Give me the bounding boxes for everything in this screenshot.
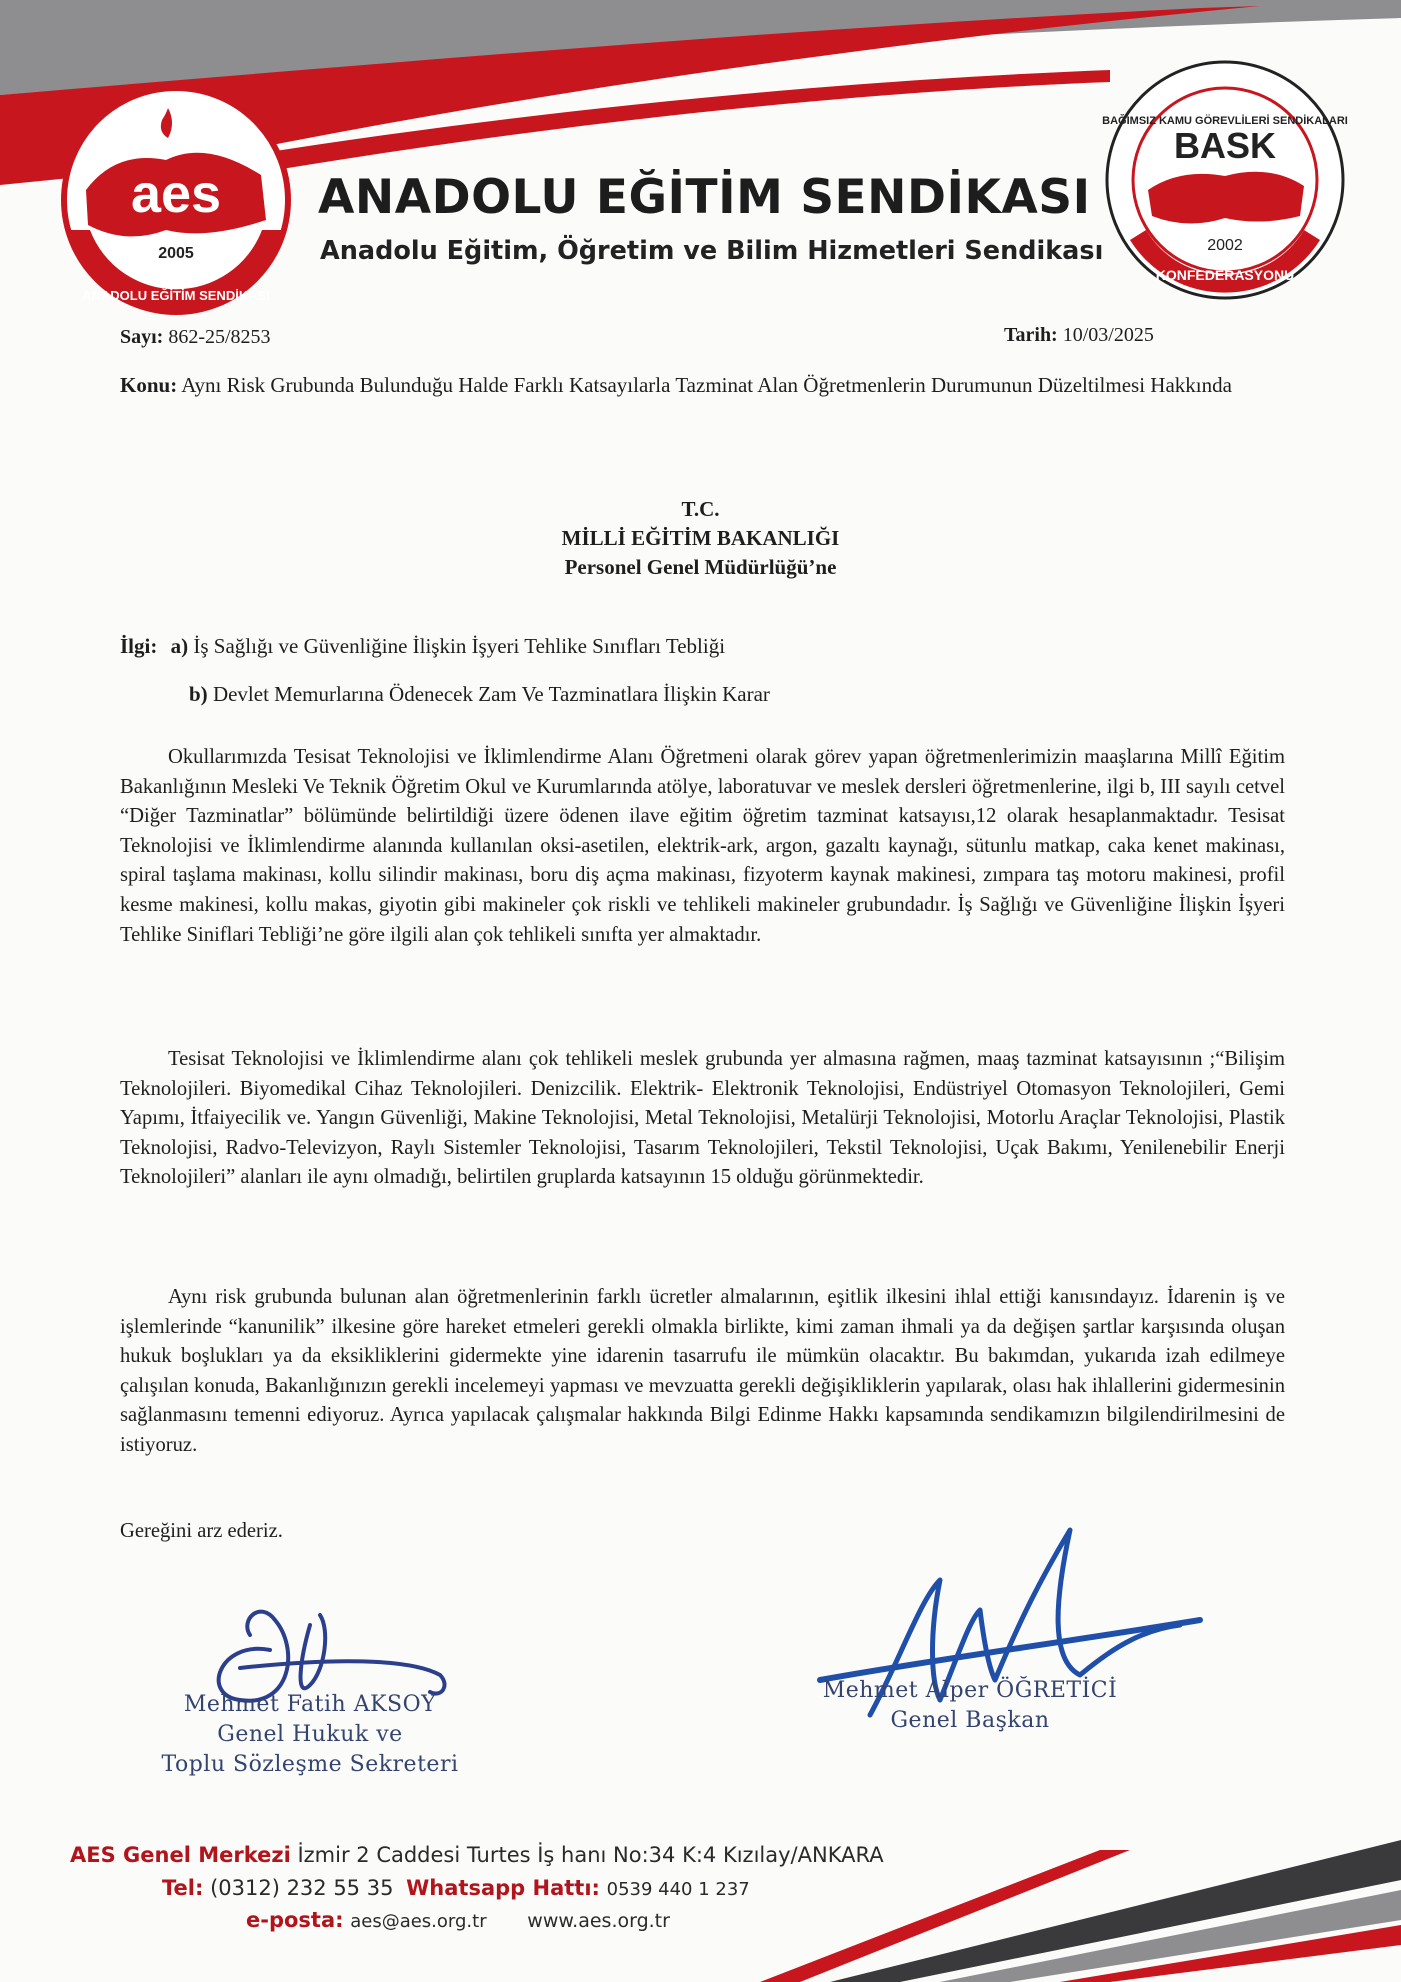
addressee-line2: MİLLİ EĞİTİM BAKANLIĞI <box>561 526 840 550</box>
footer-whatsapp-label: Whatsapp Hattı: <box>406 1876 600 1900</box>
bask-ring-bottom: KONFEDERASYONU <box>1155 267 1295 283</box>
ilgi-b-label: b) <box>189 682 208 706</box>
body-paragraph-3: Aynı risk grubunda bulunan alan öğretmenlerinin farklı ücretler almalarının, eşitlik ilkesini ihlal ettiği kanısındayız. İdarenin iş ve işlemlerinde “kanunilik” ilkesine göre hareket etmeleri gerekli olmakla birlikte, kimi zaman ihmali ya da değişen şartlar karşısında oluşan hukuk boşlukları ya da eksikliklerini gidermekte yine idarenin tasarrufu ile mümkün olacaktır. Bu bakımdan, yukarıda izah edilmeye çalışılan konuda, Bakanlığınızın gerekli incelemeyi yapması ve mevzuatta gerekli değişikliklerin yapılarak, olası hak ihlallerini gidermesinin sağlanmasını temenni ediyoruz. Ayrıca yapılacak çalışmalar hakkında Bilgi Edinme Hakkı kapsamında sendikamızın bilgilendirilmesini de istiyoruz. <box>120 1286 1285 1456</box>
left-signature-block <box>150 1690 470 1780</box>
right-signatory-name: Mehmet Alper ÖĞRETİCİ <box>822 1678 1118 1703</box>
ilgi-a-line <box>120 634 725 659</box>
aes-monogram: aes <box>130 164 222 224</box>
ilgi-b-text: Devlet Memurlarına Ödenecek Zam Ve Tazminatlara İlişkin Karar <box>212 682 770 706</box>
tarih-line <box>1004 324 1154 347</box>
sayi-value: 862-25/8253 <box>168 326 271 348</box>
right-signatory-title1: Genel Başkan <box>890 1708 1050 1733</box>
bask-logo <box>1100 40 1350 310</box>
ilgi-a-text: İş Sağlığı ve Güvenliğine İlişkin İşyeri Tehlike Sınıfları Tebliği <box>193 634 726 658</box>
footer-tel-label: Tel: <box>162 1876 204 1900</box>
konu-line <box>120 372 1290 398</box>
tarih-label: Tarih: <box>1004 324 1058 346</box>
org-subtitle: Anadolu Eğitim, Öğretim ve Bilim Hizmetleri Sendikası <box>320 236 1104 266</box>
konu-text: Aynı Risk Grubunda Bulunduğu Halde Farklı Katsayılarla Tazminat Alan Öğretmenlerin Durumunun Düzeltilmesi Hakkında <box>181 373 1232 397</box>
footer-hq-address: İzmir 2 Caddesi Turtes İş hanı No:34 K:4 Kızılay/ANKARA <box>297 1843 884 1867</box>
footer-email-line <box>246 1908 670 1932</box>
bask-name: BASK <box>1173 125 1277 166</box>
aes-logo-year: 2005 <box>158 245 194 262</box>
left-signatory-title1: Genel Hukuk ve <box>217 1722 403 1747</box>
tarih-value: 10/03/2025 <box>1062 324 1154 346</box>
aes-logo-ring-text: ANADOLU EĞİTİM SENDİKASI <box>82 288 270 303</box>
footer-hq-label: AES Genel Merkezi <box>70 1843 291 1867</box>
bask-year: 2002 <box>1207 237 1243 254</box>
footer-email-label: e-posta: <box>246 1908 344 1932</box>
konu-label: Konu: <box>120 373 178 397</box>
sayi-line <box>120 326 271 349</box>
ilgi-label: İlgi: <box>120 634 158 658</box>
left-signatory-title2: Toplu Sözleşme Sekreteri <box>161 1752 459 1777</box>
org-name: ANADOLU EĞİTİM SENDİKASI <box>318 170 1091 225</box>
right-signature-block <box>800 1676 1140 1736</box>
left-signatory-name: Mehmet Fatih AKSOY <box>183 1692 437 1717</box>
footer-hq-line <box>70 1843 884 1867</box>
closing-line: Gereğini arz ederiz. <box>120 1520 283 1542</box>
footer-phone-line <box>162 1876 750 1900</box>
body-paragraph-1: Okullarımızda Tesisat Teknolojisi ve İklimlendirme Alanı Öğretmeni olarak görev yapan öğretmenlerimizin maaşlarına Millî Eğitim Bakanlığının Mesleki Ve Teknik Öğretim Okul ve Kurumlarında atölye, laboratuvar ve meslek dersleri öğretmenlerine, ilgi b, III sayılı cetvel “Diğer Tazminatlar” bölümünde belirtildiği üzere ödenen ilave eğitim öğretim tazminat katsayısı,12 olarak hesaplanmaktadır. Tesisat Teknolojisi ve İklimlendirme alanında kullanılan oksi-asetilen, elektrik-ark, argon, gazaltı kaynağı, sütunlu matkap, caka kenet makinası, spiral taşlama makinası, kollu silindir makinası, boru diş açma makinası, fizyoterm kaynak makinesi, zımpara taş motoru makinesi, profil kesme makinesi, kollu makas, giyotin gibi makineler çok riskli ve tehlikeli makineler grubundadır. İş Sağlığı ve Güvenliğine İlişkin İşyeri Tehlike Siniflari Tebliği’ne göre ilgili alan çok tehlikeli sınıfta yer almaktadır. <box>120 746 1285 946</box>
footer-website[interactable]: www.aes.org.tr <box>527 1910 670 1932</box>
ilgi-b-line <box>189 682 770 707</box>
aes-logo <box>56 80 296 320</box>
footer-email-value[interactable]: aes@aes.org.tr <box>350 1911 487 1932</box>
ilgi-a-label: a) <box>170 634 189 658</box>
bask-ring-top: BAĞIMSIZ KAMU GÖREVLİLERİ SENDİKALARI <box>1102 115 1348 127</box>
footer-whatsapp-value: 0539 440 1 237 <box>606 1879 750 1900</box>
body-paragraph-2: Tesisat Teknolojisi ve İklimlendirme alanı çok tehlikeli meslek grubunda yer almasına rağmen, maaş tazminat katsayısının ;“Bilişim Teknolojileri. Biyomedikal Cihaz Teknolojileri. Denizcilik. Elektrik- Elektronik Teknolojisi, Endüstriyel Otomasyon Teknolojileri, Gemi Yapımı, İtfaiyecilik ve. Yangın Güvenliği, Makine Teknolojisi, Metal Teknolojisi, Metalürji Teknolojisi, Motorlu Araçlar Teknolojisi, Plastik Teknolojisi, Radvo-Televizyon, Raylı Sistemler Teknolojisi, Tasarım Teknolojileri, Tekstil Teknolojisi, Uçak Bakımı, Yenilenebilir Enerji Teknolojileri” alanları ile aynı olmadığı, belirtilen gruplarda katsayının 15 olduğu görünmektedir. <box>120 1048 1285 1189</box>
footer-tel-value: (0312) 232 55 35 <box>210 1876 394 1900</box>
addressee-line3: Personel Genel Müdürlüğü’ne <box>564 555 837 579</box>
sayi-label: Sayı: <box>120 326 164 348</box>
addressee-line1: T.C. <box>681 497 720 521</box>
addressee-block <box>0 495 1401 582</box>
